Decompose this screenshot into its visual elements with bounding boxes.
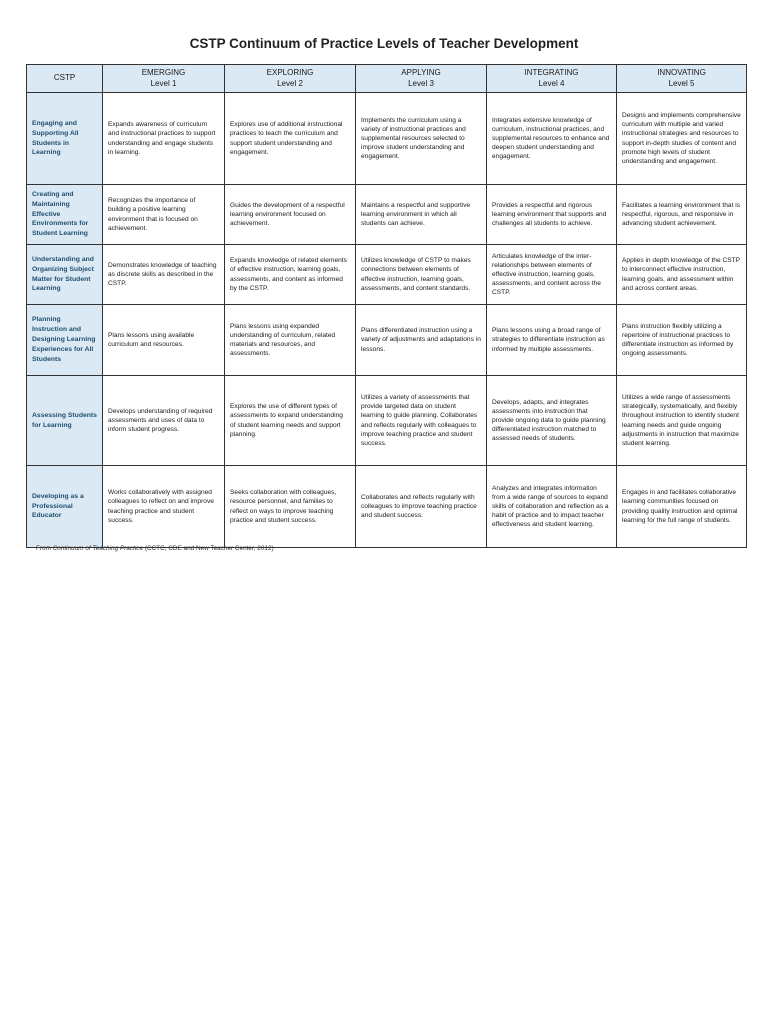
footnote-source-title: Continuum of Teaching Practice: [52, 545, 144, 552]
level-cell: Plans lessons using available curriculum and resources.: [103, 305, 225, 376]
level-name: INNOVATING: [657, 67, 706, 77]
level-number: Level 1: [150, 78, 177, 88]
level-cell: Explores the use of different types of assessments to expand understanding of student learning needs and support planning.: [225, 376, 356, 466]
level-cell: Plans instruction flexibly utilizing a repertoire of instructional practices to differentiate instruction as informed by ongoing assessments.: [617, 305, 747, 376]
page-title: CSTP Continuum of Practice Levels of Teacher Development: [189, 36, 579, 51]
level-header: [103, 65, 225, 93]
level-cell: Facilitates a learning environment that is respectful, rigorous, and responsive in advancing student achievement.: [617, 185, 747, 245]
footnote-suffix: (CCTC, CDE and New Teacher Center, 2012): [143, 545, 274, 552]
header-row: [27, 65, 747, 93]
cstp-continuum-table: [26, 64, 747, 548]
standard-cell: Understanding and Organizing Subject Matter for Student Learning: [27, 245, 103, 305]
level-cell: Guides the development of a respectful learning environment focused on achievement.: [225, 185, 356, 245]
level-cell: Expands knowledge of related elements of effective instruction, learning goals, assessments, and content as informed by the CSTP.: [225, 245, 356, 305]
level-name: APPLYING: [401, 67, 441, 77]
level-cell: Implements the curriculum using a variety of instructional practices and supplemental resources selected to improve student understanding and engagement.: [356, 93, 487, 185]
table-row: [27, 185, 747, 245]
table-row: [27, 376, 747, 466]
standard-cell: Creating and Maintaining Effective Environments for Student Learning: [27, 185, 103, 245]
level-cell: Engages in and facilitates collaborative learning communities focused on providing quality instruction and optimal learning for the full range of students.: [617, 466, 747, 548]
level-number: Level 2: [277, 78, 303, 88]
source-footnote: [36, 545, 274, 552]
table-row: [27, 466, 747, 548]
level-cell: Utilizes a wide range of assessments strategically, systematically, and flexibly throughout instruction to identify student learning needs and guide ongoing adjustments in instruction that maximize student learning.: [617, 376, 747, 466]
level-number: Level 3: [408, 78, 434, 88]
level-cell: Utilizes knowledge of CSTP to makes connections between elements of effective instruction, learning goals, assessments, and content standards.: [356, 245, 487, 305]
level-cell: Applies in depth knowledge of the CSTP to interconnect effective instruction, learning goals, and assessment within and across content areas.: [617, 245, 747, 305]
level-cell: Develops, adapts, and integrates assessments into instruction that provide ongoing data to guide planning differentiated instruction matched to assessed needs of students.: [487, 376, 617, 466]
level-name: EXPLORING: [266, 67, 314, 77]
level-cell: Integrates extensive knowledge of curriculum, instructional practices, and supplemental resources to enhance and deepen student understanding and engagement.: [487, 93, 617, 185]
level-header: [487, 65, 617, 93]
level-name: EMERGING: [141, 67, 186, 77]
level-cell: Collaborates and reflects regularly with colleagues to improve teaching practice and student success.: [356, 466, 487, 548]
level-name: INTEGRATING: [524, 67, 579, 77]
level-cell: Recognizes the importance of building a positive learning environment that is focused on achievement.: [103, 185, 225, 245]
level-cell: Analyzes and integrates information from a wide range of sources to expand skills of collaboration and reflection as a habit of practice and to impact teacher effectiveness and student learning.: [487, 466, 617, 548]
level-cell: Provides a respectful and rigorous learning environment that supports and challenges all students to achieve.: [487, 185, 617, 245]
level-cell: Designs and implements comprehensive curriculum with multiple and varied instructional strategies and resources to support in-depth studies of content and promote high levels of student understanding and engagement.: [617, 93, 747, 185]
level-cell: Utilizes a variety of assessments that provide targeted data on student learning to guide planning. Collaborates and reflects regularly with colleagues to improve teaching practice and student success.: [356, 376, 487, 466]
standard-cell: Developing as a Professional Educator: [27, 466, 103, 548]
level-cell: Maintains a respectful and supportive learning environment in which all students can achieve.: [356, 185, 487, 245]
level-number: Level 5: [668, 78, 695, 88]
level-cell: Explores use of additional instructional practices to teach the curriculum and support student understanding and engagement.: [225, 93, 356, 185]
level-cell: Plans lessons using a broad range of strategies to differentiate instruction as informed by multiple assessments.: [487, 305, 617, 376]
table-row: [27, 305, 747, 376]
standard-cell: Assessing Students for Learning: [27, 376, 103, 466]
standard-cell: Engaging and Supporting All Students in Learning: [27, 93, 103, 185]
level-cell: Seeks collaboration with colleagues, resource personnel, and families to reflect on ways to improve teaching practice and student success.: [225, 466, 356, 548]
level-cell: Articulates knowledge of the inter-relationships between elements of effective instruction, learning goals, assessments, and content across the CSTP.: [487, 245, 617, 305]
level-header: [225, 65, 356, 93]
level-cell: Works collaboratively with assigned colleagues to reflect on and improve teaching practice and student success.: [103, 466, 225, 548]
level-cell: Plans lessons using expanded understanding of curriculum, related materials and resources, and assessments.: [225, 305, 356, 376]
level-cell: Develops understanding of required assessments and uses of data to inform student progress.: [103, 376, 225, 466]
footnote-prefix: From: [36, 545, 53, 552]
table-row: [27, 93, 747, 185]
level-cell: Expands awareness of curriculum and instructional practices to support understanding and engage students in learning.: [103, 93, 225, 185]
corner-header: CSTP: [27, 65, 103, 93]
level-cell: Demonstrates knowledge of teaching as discrete skills as described in the CSTP.: [103, 245, 225, 305]
level-header: [356, 65, 487, 93]
level-number: Level 4: [538, 78, 565, 88]
level-cell: Plans differentiated instruction using a variety of adjustments and adaptations in lessons.: [356, 305, 487, 376]
standard-cell: Planning Instruction and Designing Learning Experiences for All Students: [27, 305, 103, 376]
table-row: [27, 245, 747, 305]
level-header: [617, 65, 747, 93]
